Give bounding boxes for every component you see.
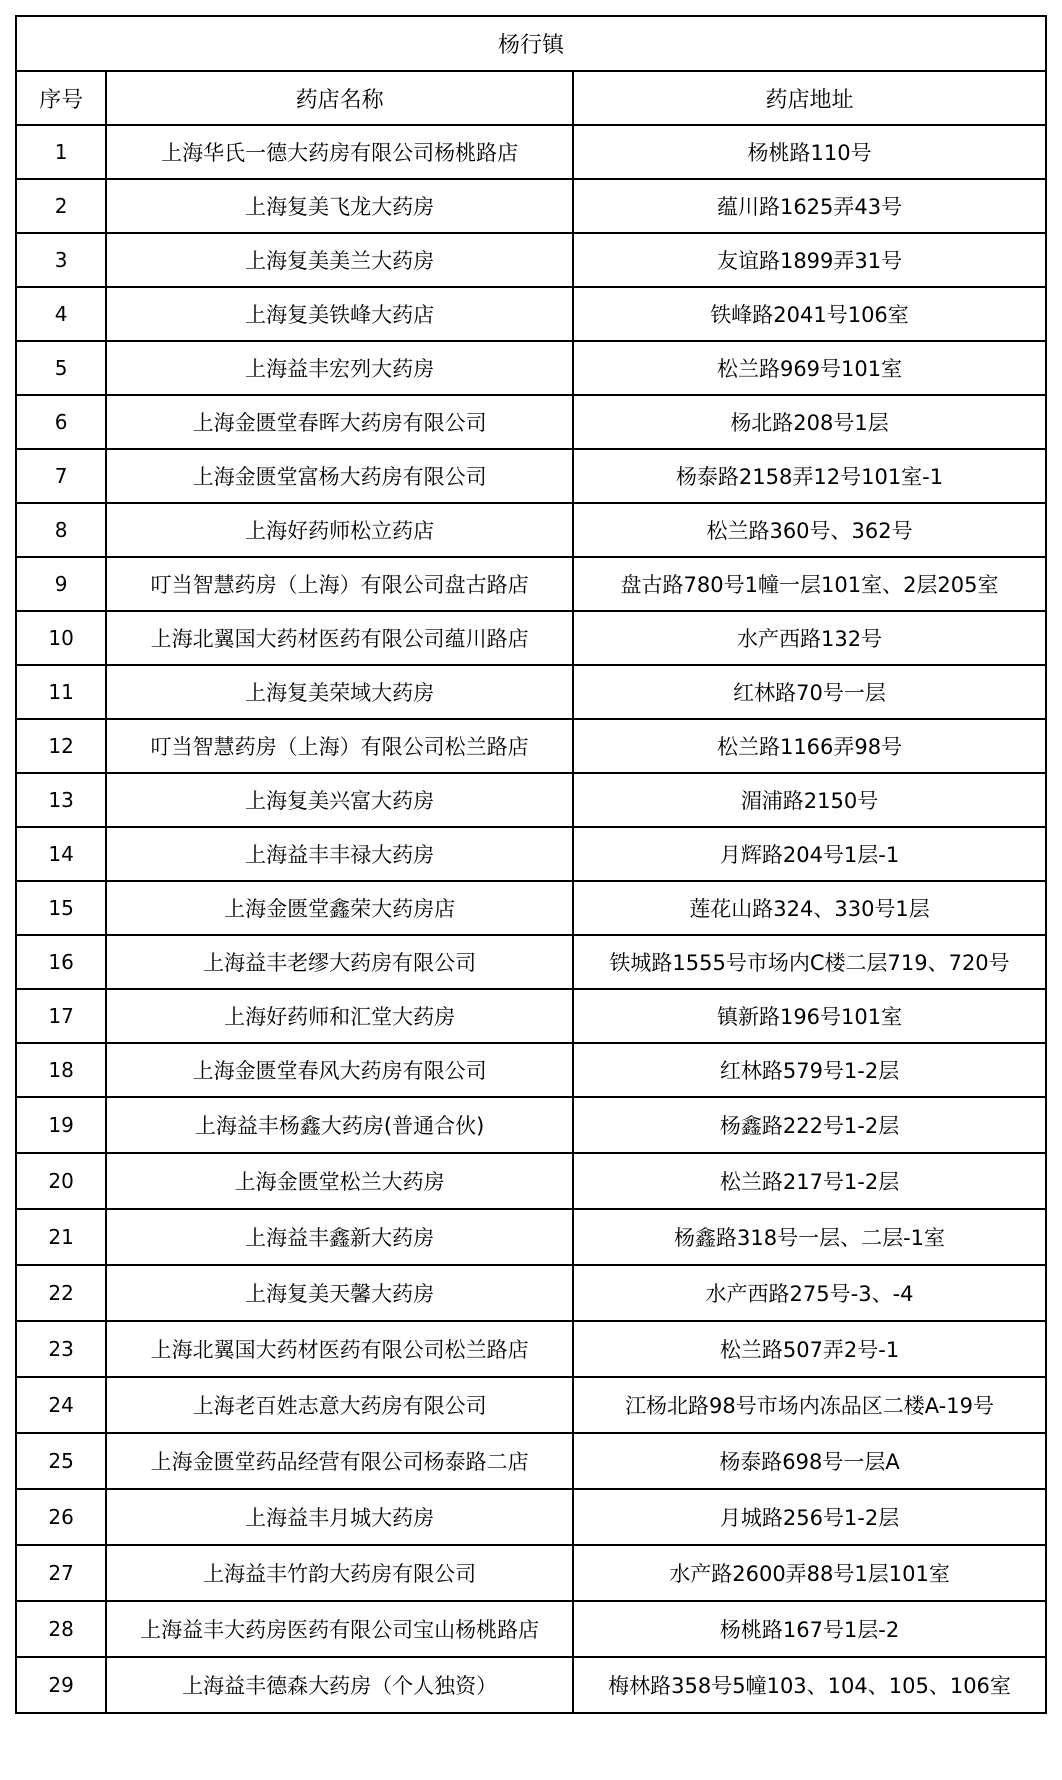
row-pharmacy-name: 上海复美飞龙大药房 (106, 179, 573, 233)
row-pharmacy-address: 杨桃路167号1层-2 (573, 1601, 1046, 1657)
pharmacy-table (15, 15, 1047, 1714)
row-pharmacy-address: 水产西路132号 (573, 611, 1046, 665)
row-serial-number: 21 (16, 1209, 106, 1265)
header-pharmacy-name: 药店名称 (106, 71, 573, 125)
table-row (16, 1321, 1046, 1377)
row-pharmacy-address: 江杨北路98号市场内冻品区二楼A-19号 (573, 1377, 1046, 1433)
row-pharmacy-address: 水产路2600弄88号1层101室 (573, 1545, 1046, 1601)
row-serial-number: 9 (16, 557, 106, 611)
row-pharmacy-address: 杨鑫路318号一层、二层-1室 (573, 1209, 1046, 1265)
table-row (16, 719, 1046, 773)
table-row (16, 233, 1046, 287)
row-pharmacy-name: 上海益丰月城大药房 (106, 1489, 573, 1545)
row-pharmacy-name: 上海好药师和汇堂大药房 (106, 989, 573, 1043)
table-row (16, 881, 1046, 935)
row-pharmacy-address: 莲花山路324、330号1层 (573, 881, 1046, 935)
row-pharmacy-name: 上海复美天馨大药房 (106, 1265, 573, 1321)
row-pharmacy-address: 蕴川路1625弄43号 (573, 179, 1046, 233)
table-row (16, 125, 1046, 179)
table-row (16, 1489, 1046, 1545)
row-pharmacy-address: 盘古路780号1幢一层101室、2层205室 (573, 557, 1046, 611)
row-pharmacy-address: 月城路256号1-2层 (573, 1489, 1046, 1545)
header-row (16, 71, 1046, 125)
row-pharmacy-name: 上海复美铁峰大药店 (106, 287, 573, 341)
row-serial-number: 19 (16, 1097, 106, 1153)
table-row (16, 287, 1046, 341)
row-serial-number: 26 (16, 1489, 106, 1545)
row-serial-number: 13 (16, 773, 106, 827)
table-row (16, 503, 1046, 557)
row-serial-number: 27 (16, 1545, 106, 1601)
row-pharmacy-address: 水产西路275号-3、-4 (573, 1265, 1046, 1321)
table-row (16, 827, 1046, 881)
row-pharmacy-address: 松兰路360号、362号 (573, 503, 1046, 557)
row-pharmacy-name: 上海金匮堂春晖大药房有限公司 (106, 395, 573, 449)
row-pharmacy-name: 上海复美美兰大药房 (106, 233, 573, 287)
row-serial-number: 6 (16, 395, 106, 449)
row-pharmacy-address: 杨鑫路222号1-2层 (573, 1097, 1046, 1153)
row-serial-number: 4 (16, 287, 106, 341)
table-row (16, 935, 1046, 989)
table-row (16, 341, 1046, 395)
row-pharmacy-address: 松兰路1166弄98号 (573, 719, 1046, 773)
row-pharmacy-address: 松兰路969号101室 (573, 341, 1046, 395)
row-pharmacy-name: 上海益丰丰禄大药房 (106, 827, 573, 881)
header-pharmacy-address: 药店地址 (573, 71, 1046, 125)
row-pharmacy-name: 上海老百姓志意大药房有限公司 (106, 1377, 573, 1433)
row-pharmacy-name: 上海益丰鑫新大药房 (106, 1209, 573, 1265)
row-pharmacy-address: 友谊路1899弄31号 (573, 233, 1046, 287)
row-pharmacy-name: 上海益丰竹韵大药房有限公司 (106, 1545, 573, 1601)
row-serial-number: 20 (16, 1153, 106, 1209)
row-pharmacy-name: 上海北翼国大药材医药有限公司松兰路店 (106, 1321, 573, 1377)
row-pharmacy-name: 上海金匮堂富杨大药房有限公司 (106, 449, 573, 503)
row-serial-number: 3 (16, 233, 106, 287)
table-row (16, 1377, 1046, 1433)
table-row (16, 1265, 1046, 1321)
row-pharmacy-address: 湄浦路2150号 (573, 773, 1046, 827)
row-pharmacy-name: 上海复美荣域大药房 (106, 665, 573, 719)
row-serial-number: 7 (16, 449, 106, 503)
row-pharmacy-name: 上海复美兴富大药房 (106, 773, 573, 827)
row-serial-number: 24 (16, 1377, 106, 1433)
table-row (16, 1601, 1046, 1657)
row-pharmacy-address: 镇新路196号101室 (573, 989, 1046, 1043)
row-serial-number: 15 (16, 881, 106, 935)
table-row (16, 1043, 1046, 1097)
table-row (16, 1097, 1046, 1153)
row-serial-number: 23 (16, 1321, 106, 1377)
row-pharmacy-name: 上海益丰宏列大药房 (106, 341, 573, 395)
table-row (16, 1209, 1046, 1265)
pharmacy-list-sheet (15, 15, 1047, 1714)
table-row (16, 989, 1046, 1043)
row-pharmacy-name: 上海益丰老缪大药房有限公司 (106, 935, 573, 989)
row-serial-number: 22 (16, 1265, 106, 1321)
row-serial-number: 8 (16, 503, 106, 557)
table-row (16, 665, 1046, 719)
row-pharmacy-address: 红林路579号1-2层 (573, 1043, 1046, 1097)
row-serial-number: 2 (16, 179, 106, 233)
row-pharmacy-address: 杨泰路698号一层A (573, 1433, 1046, 1489)
row-serial-number: 5 (16, 341, 106, 395)
table-title: 杨行镇 (16, 16, 1046, 71)
row-serial-number: 12 (16, 719, 106, 773)
row-pharmacy-address: 松兰路507弄2号-1 (573, 1321, 1046, 1377)
table-row (16, 773, 1046, 827)
row-serial-number: 1 (16, 125, 106, 179)
title-row (16, 16, 1046, 71)
row-pharmacy-name: 叮当智慧药房（上海）有限公司松兰路店 (106, 719, 573, 773)
row-serial-number: 25 (16, 1433, 106, 1489)
row-pharmacy-name: 上海华氏一德大药房有限公司杨桃路店 (106, 125, 573, 179)
row-pharmacy-address: 月辉路204号1层-1 (573, 827, 1046, 881)
row-pharmacy-address: 杨北路208号1层 (573, 395, 1046, 449)
table-row (16, 1545, 1046, 1601)
row-pharmacy-name: 上海金匮堂松兰大药房 (106, 1153, 573, 1209)
row-pharmacy-name: 上海金匮堂春风大药房有限公司 (106, 1043, 573, 1097)
table-row (16, 449, 1046, 503)
row-pharmacy-name: 上海好药师松立药店 (106, 503, 573, 557)
table-row (16, 611, 1046, 665)
row-serial-number: 11 (16, 665, 106, 719)
table-row (16, 1433, 1046, 1489)
row-pharmacy-address: 梅林路358号5幢103、104、105、106室 (573, 1657, 1046, 1713)
table-row (16, 1657, 1046, 1713)
row-pharmacy-address: 杨泰路2158弄12号101室-1 (573, 449, 1046, 503)
row-serial-number: 29 (16, 1657, 106, 1713)
table-row (16, 395, 1046, 449)
row-pharmacy-name: 上海益丰大药房医药有限公司宝山杨桃路店 (106, 1601, 573, 1657)
table-row (16, 557, 1046, 611)
row-serial-number: 14 (16, 827, 106, 881)
header-serial-number: 序号 (16, 71, 106, 125)
row-pharmacy-address: 松兰路217号1-2层 (573, 1153, 1046, 1209)
row-pharmacy-name: 上海北翼国大药材医药有限公司蕴川路店 (106, 611, 573, 665)
row-serial-number: 10 (16, 611, 106, 665)
row-pharmacy-name: 上海益丰德森大药房（个人独资） (106, 1657, 573, 1713)
row-serial-number: 16 (16, 935, 106, 989)
row-serial-number: 28 (16, 1601, 106, 1657)
row-pharmacy-name: 上海益丰杨鑫大药房(普通合伙) (106, 1097, 573, 1153)
row-pharmacy-name: 上海金匮堂药品经营有限公司杨泰路二店 (106, 1433, 573, 1489)
row-pharmacy-address: 红林路70号一层 (573, 665, 1046, 719)
row-pharmacy-name: 上海金匮堂鑫荣大药房店 (106, 881, 573, 935)
row-serial-number: 18 (16, 1043, 106, 1097)
row-pharmacy-address: 杨桃路110号 (573, 125, 1046, 179)
row-pharmacy-name: 叮当智慧药房（上海）有限公司盘古路店 (106, 557, 573, 611)
table-row (16, 179, 1046, 233)
row-serial-number: 17 (16, 989, 106, 1043)
row-pharmacy-address: 铁峰路2041号106室 (573, 287, 1046, 341)
table-row (16, 1153, 1046, 1209)
row-pharmacy-address: 铁城路1555号市场内C楼二层719、720号 (573, 935, 1046, 989)
